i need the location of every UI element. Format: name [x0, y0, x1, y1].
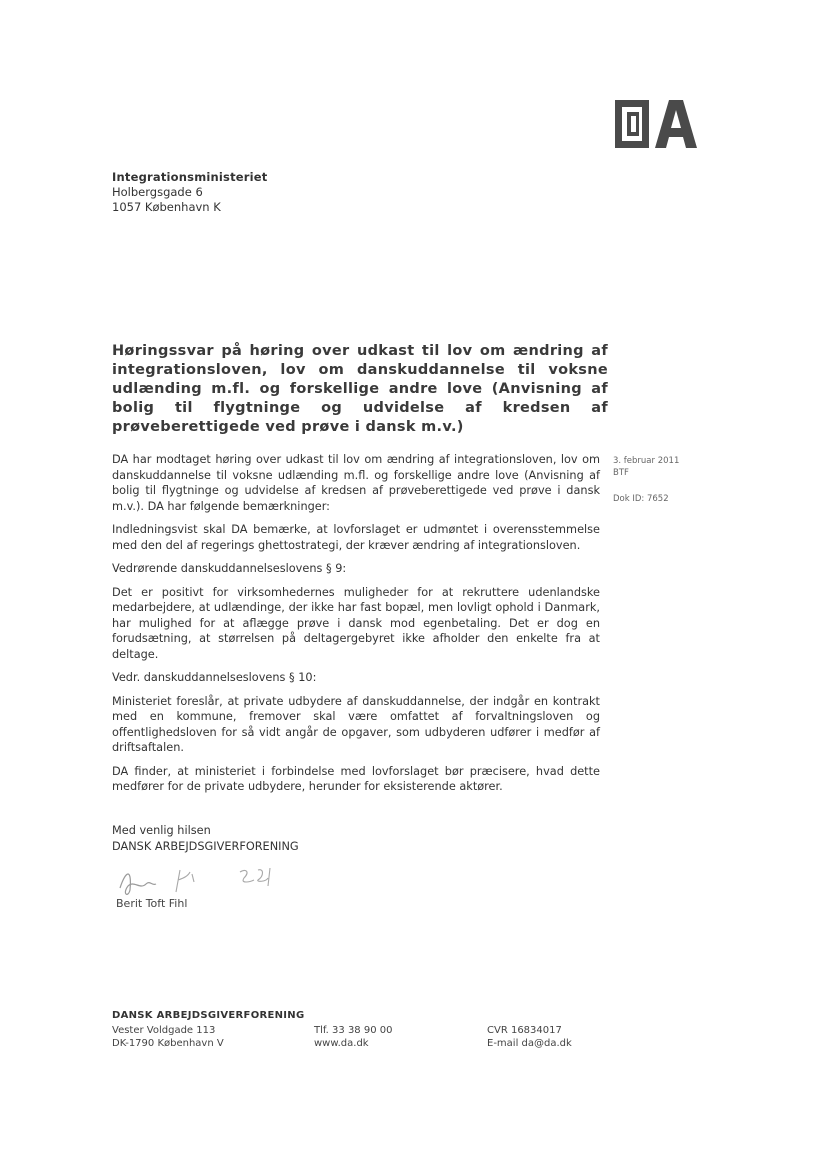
body-paragraph: Det er positivt for virksomhedernes muligheder for at rekruttere udenlandske medarbejdere, at udlændinge, der ikke har fast bopæl, men lovligt ophold i Danmark, har mulighed for at aflægge prøve i dansk mod egenbetaling. Det er dog en forudsætning, at størrelsen på deltagergebyret ikke afholder den enkelte fra at deltage. [112, 585, 600, 661]
section-heading: Vedrørende danskuddannelseslovens § 9: [112, 562, 347, 575]
body-paragraph: DA finder, at ministeriet i forbindelse med lovforslaget bør præcisere, hvad dette medfører for de private udbydere, herunder for eksisterende aktører. [112, 764, 600, 793]
recipient-street: Holbergsgade 6 [112, 185, 203, 199]
da-logo [613, 96, 703, 156]
doc-id: Dok ID: 7652 [613, 494, 669, 504]
body-paragraph: Indledningsvist skal DA bemærke, at lovforslaget er udmøntet i overensstemmelse med den del af regerings ghettostrategi, der kræver ændring af integrationsloven. [112, 523, 600, 552]
footer-org: DANSK ARBEJDSGIVERFORENING [112, 1010, 305, 1021]
recipient-address [112, 170, 268, 215]
letter-meta [613, 455, 679, 505]
footer-address-line: DK-1790 København V [112, 1038, 224, 1049]
body-paragraph: Ministeriet foreslår, at private udbydere af danskuddannelse, der indgår en kontrakt med en kommune, fremover skal være omfattet af forvaltningsloven og offentlighedsloven for så vidt angår de opgaver, som udbyderen udfører i medfør af driftsaftalen. [112, 694, 600, 754]
recipient-name: Integrationsministeriet [112, 170, 268, 184]
body-paragraph: DA har modtaget høring over udkast til lov om ændring af integrationsloven, lov om danskuddannelse til voksne udlænding m.fl. og forskellige andre love (Anvisning af bolig til flygtninge og udvidelse af kredsen af prøveberettigede ved prøve i dansk m.v.). DA har følgende bemærkninger: [112, 453, 600, 513]
footer-web-link[interactable]: www.da.dk [314, 1038, 369, 1049]
footer-address [112, 1024, 224, 1050]
letter-title: Høringssvar på høring over udkast til lov om ændring af integrationsloven, lov om danskuddannelse til voksne udlænding m.fl. og forskellige andre love (Anvisning af bolig til flygtninge og udvidelse af kredsen af prøveberettigede ved prøve i dansk m.v.) [112, 343, 608, 435]
footer-cvr: CVR 16834017 [487, 1025, 562, 1036]
footer-registration [487, 1024, 572, 1050]
footer-contact [314, 1024, 392, 1050]
greeting: Med venlig hilsen [112, 824, 211, 837]
recipient-city: 1057 København K [112, 200, 221, 214]
section-heading: Vedr. danskuddannelseslovens § 10: [112, 671, 317, 684]
letter-body [112, 452, 600, 803]
letter-initials: BTF [613, 468, 629, 478]
closing-org: DANSK ARBEJDSGIVERFORENING [112, 839, 299, 853]
letter-date: 3. februar 2011 [613, 456, 680, 466]
footer-address-line: Vester Voldgade 113 [112, 1025, 216, 1036]
footer-phone: Tlf. 33 38 90 00 [314, 1025, 393, 1036]
footer-email-link[interactable]: E-mail da@da.dk [487, 1038, 572, 1049]
signer-name: Berit Toft Fihl [116, 897, 188, 910]
closing [112, 823, 299, 854]
handwritten-signature [118, 860, 278, 900]
